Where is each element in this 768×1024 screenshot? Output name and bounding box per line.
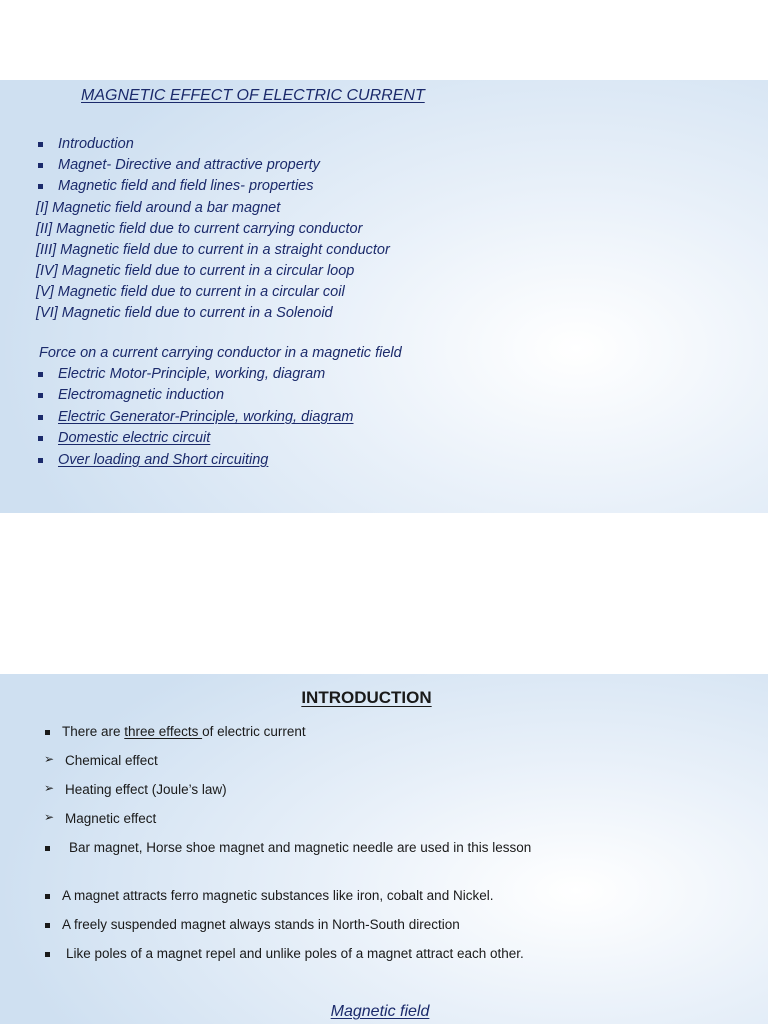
bullet-square-icon — [38, 184, 43, 189]
list-item: Magnet- Directive and attractive property — [58, 157, 320, 173]
bullet-square-icon — [38, 415, 43, 420]
list-link[interactable]: Domestic electric circuit — [58, 430, 211, 446]
slide-introduction — [0, 674, 768, 1024]
list-item — [62, 724, 306, 739]
list-link[interactable]: Electric Generator-Principle, working, diagram — [58, 409, 354, 425]
bullet-square-icon — [45, 923, 50, 928]
slide-title: MAGNETIC EFFECT OF ELECTRIC CURRENT — [81, 87, 425, 104]
list-item: Electric Motor-Principle, working, diagram — [58, 366, 326, 382]
list-item: Heating effect (Joule’s law) — [65, 782, 227, 797]
bullet-square-icon — [45, 730, 50, 735]
arrow-bullet-icon: ➢ — [44, 781, 55, 795]
list-item: [V] Magnetic field due to current in a circular coil — [36, 284, 345, 300]
slide-contents — [0, 80, 768, 513]
list-item: Bar magnet, Horse shoe magnet and magnetic needle are used in this lesson — [69, 840, 532, 855]
bullet-square-icon — [45, 952, 50, 957]
bullet-square-icon — [38, 393, 43, 398]
slide-title: INTRODUCTION — [301, 688, 432, 707]
list-item: [III] Magnetic field due to current in a straight conductor — [36, 242, 390, 258]
arrow-bullet-icon: ➢ — [44, 810, 55, 824]
list-item: Magnetic field and field lines- properties — [58, 178, 314, 194]
section-heading: Magnetic field — [330, 1003, 430, 1020]
bullet-square-icon — [38, 142, 43, 147]
list-link[interactable]: Over loading and Short circuiting — [58, 452, 269, 468]
list-item: Chemical effect — [65, 753, 158, 768]
bullet-square-icon — [38, 163, 43, 168]
list-item: [I] Magnetic field around a bar magnet — [36, 200, 281, 216]
list-item: Electromagnetic induction — [58, 387, 225, 403]
list-item: A freely suspended magnet always stands in North-South direction — [62, 917, 460, 932]
text-fragment: There are — [62, 724, 125, 739]
list-item: A magnet attracts ferro magnetic substances like iron, cobalt and Nickel. — [62, 888, 494, 903]
bullet-square-icon — [38, 458, 43, 463]
list-item: Like poles of a magnet repel and unlike poles of a magnet attract each other. — [66, 946, 524, 961]
arrow-bullet-icon: ➢ — [44, 752, 55, 766]
section-heading: Force on a current carrying conductor in a magnetic field — [39, 345, 402, 361]
bullet-square-icon — [38, 372, 43, 377]
list-item: [IV] Magnetic field due to current in a circular loop — [36, 263, 355, 279]
text-link[interactable]: three effects — [124, 724, 203, 739]
bullet-square-icon — [45, 846, 50, 851]
bullet-square-icon — [45, 894, 50, 899]
list-item: Introduction — [58, 136, 134, 152]
text-fragment: of electric current — [202, 724, 306, 739]
list-item: Magnetic effect — [65, 811, 157, 826]
bullet-square-icon — [38, 436, 43, 441]
list-item: [II] Magnetic field due to current carrying conductor — [36, 221, 363, 237]
list-item: [VI] Magnetic field due to current in a Solenoid — [36, 305, 333, 321]
